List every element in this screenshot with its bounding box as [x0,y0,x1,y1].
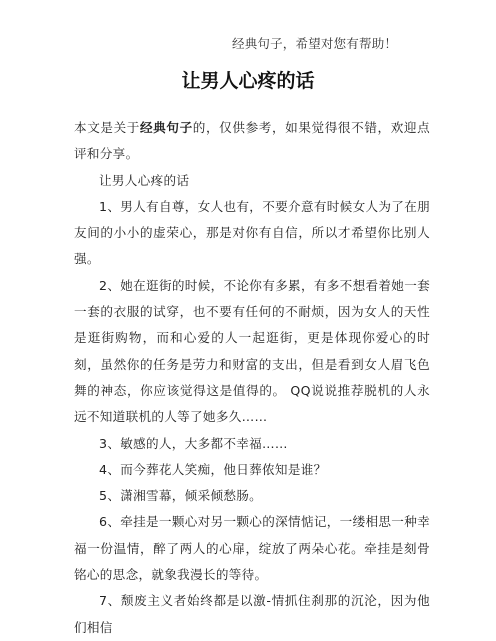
paragraph-item-2: 2、她在逛街的时候，不论你有多累，有多不想看着她一套一套的衣服的试穿，也不要有任何的不耐烦，因为女人的天性是逛街购物，而和心爱的人一起逛街，更是体现你爱心的时刻，虽然你的任务是劳力和财富的支出，但是看到女人眉飞色舞的神态，你应该觉得这是值得的。 QQ说说推荐脱机的人永远不知道联机的人等了她多久…… [74,277,430,425]
paragraph-item-5: 5、潇湘雪幕，倾采倾愁肠。 [99,488,263,504]
page-title: 让男人心疼的话 [181,70,315,92]
paragraph-item-3: 3、敏感的人，大多都不幸福…… [99,435,288,451]
paragraph-item-6: 6、牵挂是一颗心对另一颗心的深情惦记，一缕相思一种幸福一份温情，醉了两人的心扉，绽放了两朵心花。牵挂是刻骨铭心的思念，就象我漫长的等待。 [74,514,430,583]
paragraph-subtitle: 让男人心疼的话 [99,172,190,188]
paragraph-item-4: 4、而今葬花人笑痴，他日葬侬知是谁？ [99,461,327,477]
intro-text-before: 本文是关于 [74,120,140,135]
article-body [74,115,430,641]
intro-text-after: 的，仅供参考，如果觉得很不错，欢迎点评和分享。 [74,120,431,162]
header-note: 经典句子，希望对您有帮助！ [232,36,398,51]
paragraph-item-1: 1、男人有自尊，女人也有，不要介意有时候女人为了在朋友间的小小的虚荣心，那是对你有自信，所以才希望你比别人强。 [74,198,430,267]
paragraph-item-7: 7、颓废主义者始终都是以激-情抓住刹那的沉沦，因为他们相信 [74,593,430,635]
intro-keyword: 经典句子 [139,120,193,135]
intro-paragraph [74,115,430,168]
